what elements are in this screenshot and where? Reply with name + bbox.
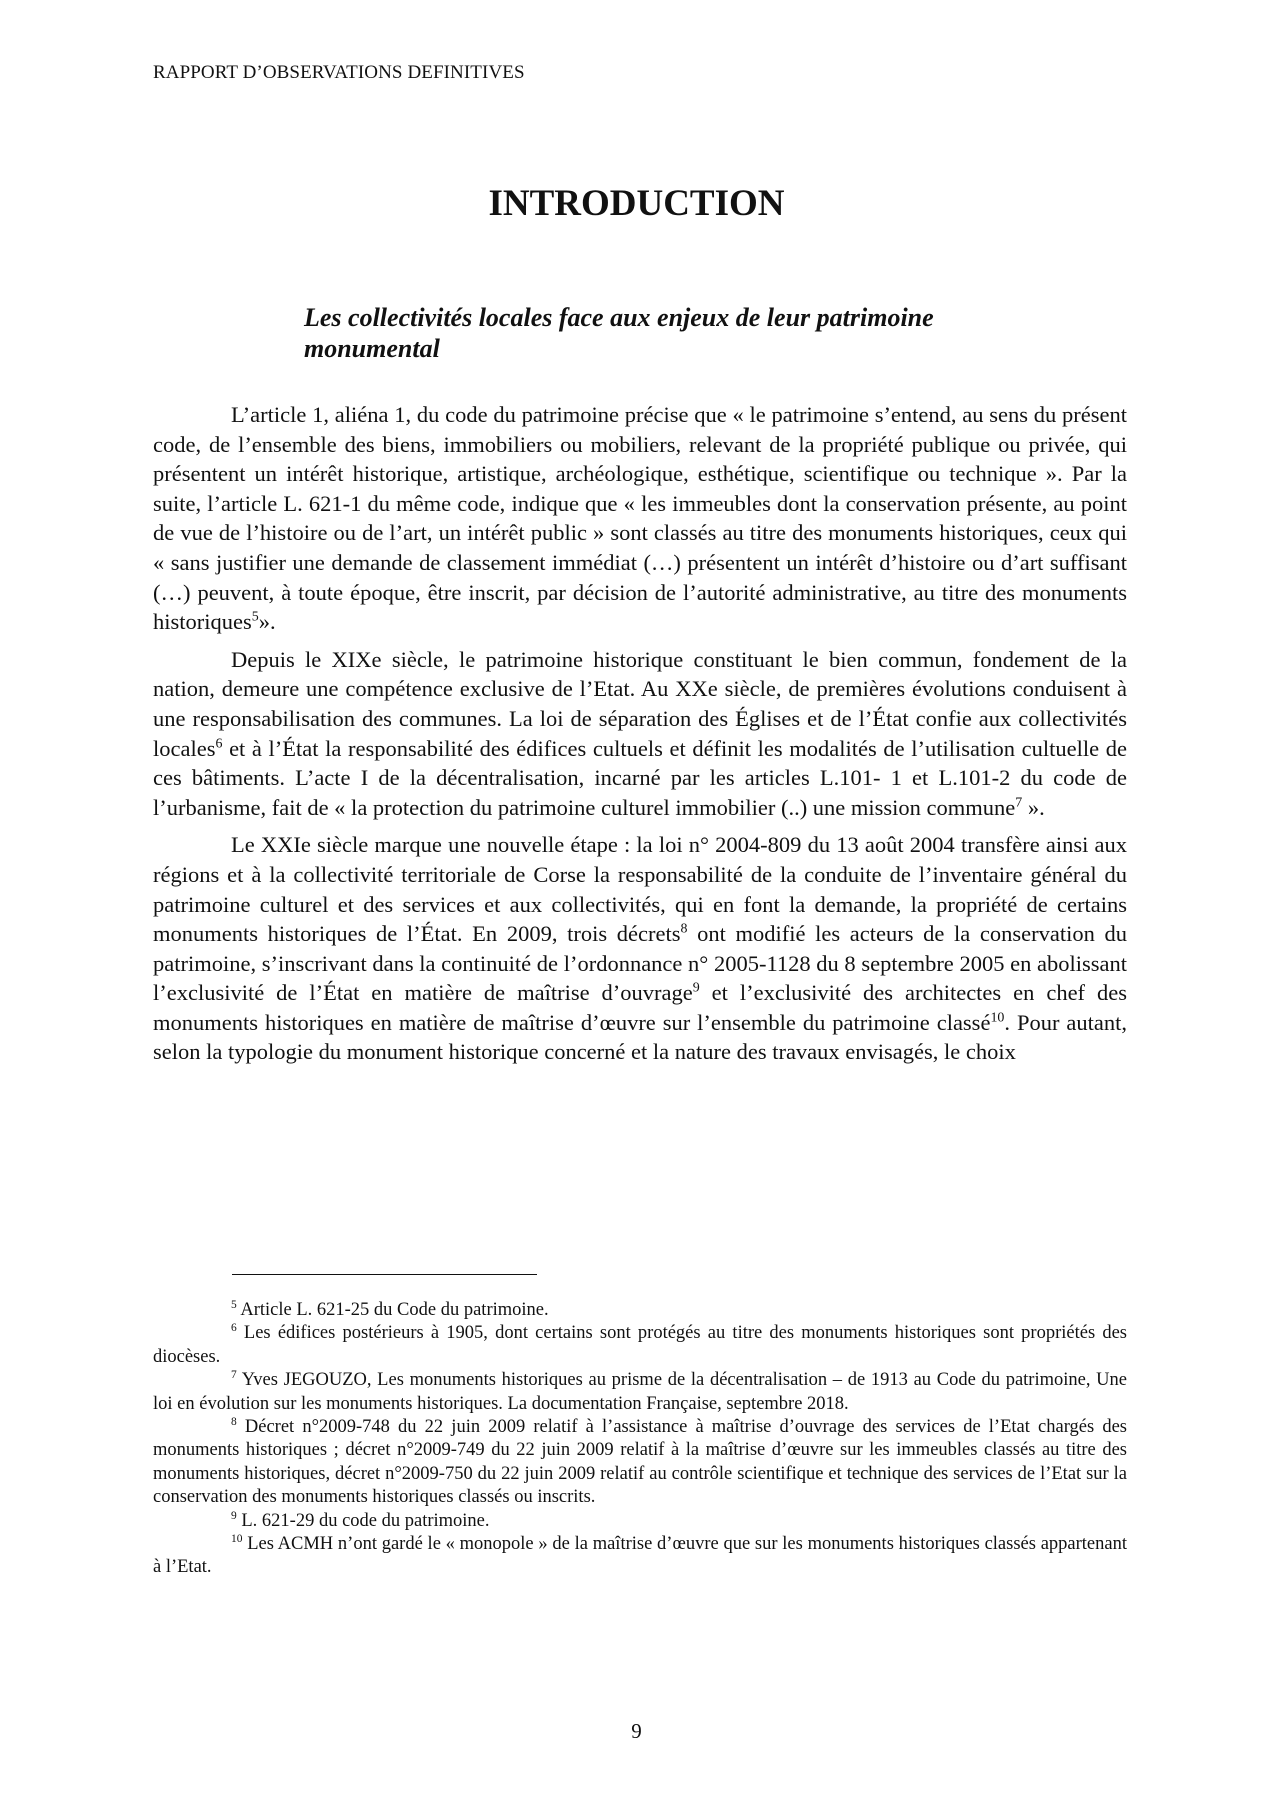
section-subtitle: Les collectivités locales face aux enjeux de leur patrimoine monumental xyxy=(304,303,934,363)
footnote-number: 5 xyxy=(231,1298,237,1311)
footnote-separator xyxy=(232,1274,537,1275)
footnote-7 xyxy=(153,1369,1127,1416)
paragraph-text: et à l’État la responsabilité des édifices cultuels et définit les modalités de l’utilisation cultuelle de ces bâtiments. L’acte I de la décentralisation, incarné par les articles L.101- 1 et L.101-2 du code de l’urbanisme, fait de « la protection du patrimoine culturel immobilier (..) une mission commune xyxy=(153,735,1127,820)
paragraph-text: ont modifié les acteurs de la conservation du patrimoine, s’inscrivant dans la continuité de l’ordonnance n° 2005-1128 du 8 septembre 2005 en abolissant l’exclusivité de l’État en matière de maîtrise d’ouvrage xyxy=(153,921,1127,1006)
footnote-10 xyxy=(153,1533,1127,1580)
paragraph-text: Le XXIe siècle marque une nouvelle étape : la loi n° 2004-809 du 13 août 2004 transfère ainsi aux régions et à la collectivité territoriale de Corse la responsabilité de la conduite de l’inventaire général du patrimoine culturel et des services et aux collectivités, qui en font la demande, la propriété de certains monuments historiques de l’État. En 2009, trois décrets xyxy=(153,832,1127,947)
page-number: 9 xyxy=(631,1719,642,1743)
paragraph-text: . Pour autant, selon la typologie du monument historique concerné et la nature des travaux envisagés, le choix xyxy=(153,1009,1127,1065)
footnote-text: Yves JEGOUZO, Les monuments historiques au prisme de la décentralisation – de 1913 au Code du patrimoine, Une loi en évolution sur les monuments historiques. La documentation Française, septembre 2018. xyxy=(153,1370,1127,1414)
footnote-ref-10: 10 xyxy=(990,1010,1005,1026)
footnotes xyxy=(153,1299,1127,1580)
paragraph-text: ». xyxy=(1022,794,1045,820)
footnote-text: Article L. 621-25 du Code du patrimoine. xyxy=(236,1300,549,1320)
footnote-8 xyxy=(153,1416,1127,1510)
paragraph-article-1 xyxy=(153,400,1127,637)
footnote-ref-5: 5 xyxy=(251,609,259,625)
running-header: RAPPORT D’OBSERVATIONS DEFINITIVES xyxy=(153,62,525,83)
footnote-text: Les édifices postérieurs à 1905, dont certains sont protégés au titre des monuments historiques sont propriétés des diocèses. xyxy=(153,1323,1127,1367)
footnote-ref-8: 8 xyxy=(680,921,688,937)
footnote-number: 10 xyxy=(231,1532,243,1545)
footnote-number: 9 xyxy=(231,1509,237,1522)
footnote-9 xyxy=(153,1510,1127,1533)
footnote-5 xyxy=(153,1299,1127,1322)
footnote-text: Décret n°2009-748 du 22 juin 2009 relatif à l’assistance à maîtrise d’ouvrage des services de l’Etat chargés des monuments historiques ; décret n°2009-749 du 22 juin 2009 relatif à la maîtrise d’œuvre sur les immeubles classés au titre des monuments historiques, décret n°2009-750 du 22 juin 2009 relatif au contrôle scientifique et technique des services de l’Etat sur la conservation des monuments historiques classés ou inscrits. xyxy=(153,1417,1127,1508)
footnote-number: 6 xyxy=(231,1322,237,1335)
footnote-6 xyxy=(153,1322,1127,1369)
paragraph-xix-century xyxy=(153,645,1127,823)
footnote-ref-7: 7 xyxy=(1015,795,1023,811)
paragraph-xxi-century xyxy=(153,830,1127,1067)
footnote-number: 7 xyxy=(231,1369,237,1382)
footnote-number: 8 xyxy=(231,1415,237,1428)
paragraph-text: Depuis le XIXe siècle, le patrimoine historique constituant le bien commun, fondement de la nation, demeure une compétence exclusive de l’Etat. Au XXe siècle, de premières évolutions conduisent à une responsabilisation des communes. La loi de séparation des Églises et de l’État confie aux collectivités locales xyxy=(153,646,1127,761)
paragraph-text: L’article 1, aliéna 1, du code du patrimoine précise que « le patrimoine s’entend, au sens du présent code, de l’ensemble des biens, immobiliers ou mobiliers, relevant de la propriété publique ou privée, qui présentent un intérêt historique, artistique, archéologique, esthétique, scientifique ou technique ». Par la suite, l’article L. 621-1 du même code, indique que « les immeubles dont la conservation présente, au point de vue de l’histoire ou de l’art, un intérêt public » sont classés au titre des monuments historiques, ceux qui « sans justifier une demande de classement immédiat (…) présentent un intérêt d’histoire ou d’art suffisant (…) peuvent, à toute époque, être inscrit, par décision de l’autorité administrative, au titre des monuments historiques xyxy=(153,402,1127,635)
page-title: INTRODUCTION xyxy=(488,183,785,224)
body-text xyxy=(153,400,1127,1075)
footnote-ref-6: 6 xyxy=(215,736,223,752)
footnote-ref-9: 9 xyxy=(692,980,700,996)
footnote-text: L. 621-29 du code du patrimoine. xyxy=(236,1510,490,1531)
footnote-text: Les ACMH n’ont gardé le « monopole » de la maîtrise d’œuvre que sur les monuments historiques classés appartenant à l’Etat. xyxy=(153,1534,1127,1578)
paragraph-text: et l’exclusivité des architectes en chef des monuments historiques en matière de maîtrise d’œuvre sur l’ensemble du patrimoine classé xyxy=(153,980,1127,1035)
paragraph-text: ». xyxy=(258,609,276,635)
